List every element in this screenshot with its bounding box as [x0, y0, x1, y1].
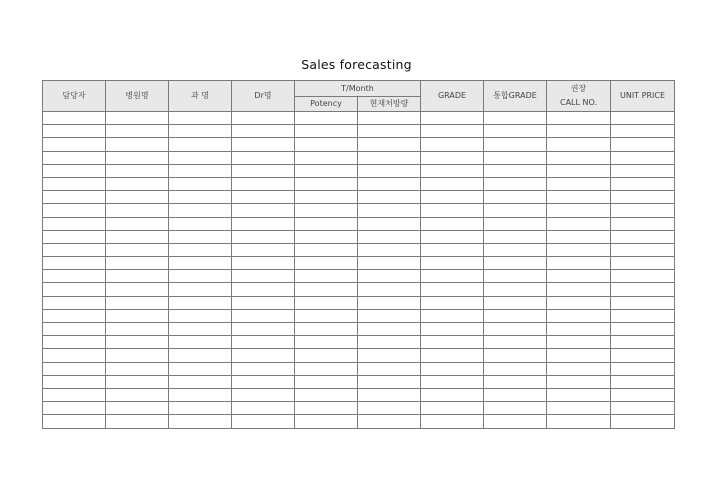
table-cell[interactable] [421, 362, 484, 375]
table-cell[interactable] [232, 230, 295, 243]
table-cell[interactable] [421, 191, 484, 204]
table-cell[interactable] [611, 283, 675, 296]
table-cell[interactable] [547, 375, 611, 388]
table-cell[interactable] [232, 191, 295, 204]
table-cell[interactable] [295, 257, 358, 270]
table-cell[interactable] [421, 112, 484, 125]
table-cell[interactable] [611, 388, 675, 401]
table-cell[interactable] [295, 243, 358, 256]
table-cell[interactable] [106, 283, 169, 296]
table-cell[interactable] [484, 296, 547, 309]
table-cell[interactable] [484, 323, 547, 336]
table-cell[interactable] [611, 164, 675, 177]
table-cell[interactable] [295, 375, 358, 388]
table-row [43, 349, 675, 362]
table-cell[interactable] [295, 204, 358, 217]
table-cell[interactable] [43, 270, 106, 283]
table-cell[interactable] [43, 151, 106, 164]
table-cell[interactable] [232, 217, 295, 230]
table-cell[interactable] [169, 402, 232, 415]
table-cell[interactable] [232, 151, 295, 164]
table-cell[interactable] [547, 151, 611, 164]
table-cell[interactable] [547, 388, 611, 401]
table-cell[interactable] [611, 230, 675, 243]
table-cell[interactable] [358, 402, 421, 415]
table-cell[interactable] [421, 151, 484, 164]
table-cell[interactable] [43, 323, 106, 336]
table-row [43, 230, 675, 243]
table-cell[interactable] [295, 309, 358, 322]
table-cell[interactable] [295, 323, 358, 336]
table-cell[interactable] [232, 112, 295, 125]
table-cell[interactable] [611, 270, 675, 283]
table-cell[interactable] [421, 243, 484, 256]
table-cell[interactable] [169, 336, 232, 349]
table-cell[interactable] [295, 191, 358, 204]
table-cell[interactable] [484, 415, 547, 428]
table-cell[interactable] [232, 415, 295, 428]
table-cell[interactable] [547, 125, 611, 138]
table-cell[interactable] [611, 112, 675, 125]
header-potency: Potency [295, 97, 358, 112]
table-cell[interactable] [295, 230, 358, 243]
table-row [43, 191, 675, 204]
table-cell[interactable] [611, 349, 675, 362]
table-row [43, 177, 675, 190]
table-cell[interactable] [358, 388, 421, 401]
table-cell[interactable] [232, 138, 295, 151]
table-cell[interactable] [358, 336, 421, 349]
table-cell[interactable] [484, 270, 547, 283]
table-cell[interactable] [43, 296, 106, 309]
table-cell[interactable] [611, 217, 675, 230]
table-cell[interactable] [358, 164, 421, 177]
table-cell[interactable] [611, 257, 675, 270]
table-row [43, 112, 675, 125]
table-cell[interactable] [295, 217, 358, 230]
table-cell[interactable] [358, 415, 421, 428]
table-cell[interactable] [358, 349, 421, 362]
table-cell[interactable] [547, 362, 611, 375]
table-cell[interactable] [484, 309, 547, 322]
table-cell[interactable] [43, 257, 106, 270]
table-cell[interactable] [358, 296, 421, 309]
table-cell[interactable] [421, 309, 484, 322]
table-cell[interactable] [169, 138, 232, 151]
table-cell[interactable] [43, 375, 106, 388]
table-cell[interactable] [232, 164, 295, 177]
table-cell[interactable] [611, 151, 675, 164]
table-cell[interactable] [484, 151, 547, 164]
table-cell[interactable] [232, 204, 295, 217]
header-recommended-line2: CALL NO. [559, 98, 597, 107]
table-cell[interactable] [295, 164, 358, 177]
table-cell[interactable] [358, 257, 421, 270]
table-cell[interactable] [106, 375, 169, 388]
table-cell[interactable] [421, 415, 484, 428]
table-cell[interactable] [547, 296, 611, 309]
table-cell[interactable] [358, 138, 421, 151]
table-cell[interactable] [547, 270, 611, 283]
table-cell[interactable] [43, 243, 106, 256]
table-cell[interactable] [169, 177, 232, 190]
table-cell[interactable] [484, 402, 547, 415]
table-cell[interactable] [169, 257, 232, 270]
table-cell[interactable] [421, 257, 484, 270]
table-cell[interactable] [484, 362, 547, 375]
table-row [43, 217, 675, 230]
header-recommended-call-no [547, 81, 611, 112]
table-cell[interactable] [421, 349, 484, 362]
table-cell[interactable] [358, 362, 421, 375]
table-cell[interactable] [484, 230, 547, 243]
table-cell[interactable] [295, 125, 358, 138]
table-row [43, 125, 675, 138]
table-cell[interactable] [232, 177, 295, 190]
table-cell[interactable] [106, 138, 169, 151]
table-cell[interactable] [484, 125, 547, 138]
table-cell[interactable] [547, 138, 611, 151]
table-cell[interactable] [547, 164, 611, 177]
page-title: Sales forecasting [301, 57, 412, 72]
header-unit-price: UNIT PRICE [611, 81, 675, 112]
table-cell[interactable] [169, 243, 232, 256]
table-cell[interactable] [484, 336, 547, 349]
table-cell[interactable] [358, 323, 421, 336]
table-cell[interactable] [169, 375, 232, 388]
table-row [43, 283, 675, 296]
table-cell[interactable] [106, 323, 169, 336]
table-cell[interactable] [611, 309, 675, 322]
table-row [43, 204, 675, 217]
table-row [43, 402, 675, 415]
table-cell[interactable] [547, 257, 611, 270]
table-row [43, 375, 675, 388]
table-cell[interactable] [611, 204, 675, 217]
table-cell[interactable] [43, 388, 106, 401]
table-cell[interactable] [611, 296, 675, 309]
table-cell[interactable] [421, 164, 484, 177]
table-cell[interactable] [169, 362, 232, 375]
table-cell[interactable] [547, 204, 611, 217]
table-cell[interactable] [169, 204, 232, 217]
table-cell[interactable] [106, 125, 169, 138]
table-cell[interactable] [43, 349, 106, 362]
table-cell[interactable] [295, 151, 358, 164]
table-cell[interactable] [43, 336, 106, 349]
table-cell[interactable] [106, 177, 169, 190]
table-cell[interactable] [421, 217, 484, 230]
table-cell[interactable] [106, 191, 169, 204]
table-cell[interactable] [547, 323, 611, 336]
table-cell[interactable] [232, 309, 295, 322]
table-cell[interactable] [106, 309, 169, 322]
table-cell[interactable] [421, 138, 484, 151]
table-cell[interactable] [232, 257, 295, 270]
table-row [43, 257, 675, 270]
table-cell[interactable] [547, 283, 611, 296]
table-cell[interactable] [106, 243, 169, 256]
table-cell[interactable] [43, 138, 106, 151]
header-department: 과 명 [169, 81, 232, 112]
table-row [43, 138, 675, 151]
table-cell[interactable] [421, 323, 484, 336]
table-cell[interactable] [295, 336, 358, 349]
table-cell[interactable] [358, 191, 421, 204]
table-cell[interactable] [358, 217, 421, 230]
table-cell[interactable] [43, 177, 106, 190]
table-cell[interactable] [547, 230, 611, 243]
table-header [43, 81, 675, 112]
table-cell[interactable] [106, 112, 169, 125]
table-row [43, 336, 675, 349]
header-current-rx: 현재처방량 [358, 97, 421, 112]
table-cell[interactable] [358, 230, 421, 243]
table-cell[interactable] [484, 375, 547, 388]
table-cell[interactable] [106, 388, 169, 401]
table-cell[interactable] [43, 112, 106, 125]
table-cell[interactable] [169, 112, 232, 125]
table-cell[interactable] [547, 112, 611, 125]
table-cell[interactable] [232, 296, 295, 309]
table-cell[interactable] [611, 138, 675, 151]
table-cell[interactable] [106, 336, 169, 349]
table-cell[interactable] [611, 243, 675, 256]
table-cell[interactable] [43, 402, 106, 415]
table-cell[interactable] [611, 375, 675, 388]
table-cell[interactable] [295, 283, 358, 296]
table-cell[interactable] [295, 296, 358, 309]
table-cell[interactable] [43, 309, 106, 322]
table-cell[interactable] [547, 309, 611, 322]
table-cell[interactable] [484, 177, 547, 190]
table-cell[interactable] [611, 177, 675, 190]
table-cell[interactable] [295, 270, 358, 283]
table-cell[interactable] [232, 362, 295, 375]
table-cell[interactable] [169, 164, 232, 177]
table-cell[interactable] [421, 402, 484, 415]
table-cell[interactable] [547, 217, 611, 230]
table-cell[interactable] [106, 270, 169, 283]
table-cell[interactable] [106, 402, 169, 415]
table-cell[interactable] [547, 336, 611, 349]
table-cell[interactable] [421, 177, 484, 190]
table-cell[interactable] [358, 151, 421, 164]
table-cell[interactable] [611, 125, 675, 138]
table-cell[interactable] [484, 191, 547, 204]
table-cell[interactable] [421, 270, 484, 283]
table-cell[interactable] [232, 270, 295, 283]
header-doctor: Dr명 [232, 81, 295, 112]
table-cell[interactable] [484, 164, 547, 177]
table-cell[interactable] [358, 375, 421, 388]
table-cell[interactable] [547, 191, 611, 204]
header-grade: GRADE [421, 81, 484, 112]
table-row [43, 309, 675, 322]
table-cell[interactable] [421, 204, 484, 217]
table-cell[interactable] [295, 415, 358, 428]
table-cell[interactable] [421, 336, 484, 349]
table-cell[interactable] [43, 125, 106, 138]
table-cell[interactable] [169, 296, 232, 309]
table-cell[interactable] [484, 217, 547, 230]
table-cell[interactable] [169, 415, 232, 428]
table-cell[interactable] [547, 349, 611, 362]
table-cell[interactable] [611, 323, 675, 336]
table-cell[interactable] [547, 415, 611, 428]
table-row [43, 362, 675, 375]
table-cell[interactable] [169, 125, 232, 138]
table-cell[interactable] [43, 204, 106, 217]
header-hospital: 병원명 [106, 81, 169, 112]
table-cell[interactable] [295, 402, 358, 415]
table-cell[interactable] [358, 177, 421, 190]
table-cell[interactable] [421, 388, 484, 401]
table-cell[interactable] [106, 296, 169, 309]
table-cell[interactable] [484, 349, 547, 362]
table-cell[interactable] [169, 151, 232, 164]
table-cell[interactable] [547, 243, 611, 256]
header-rep: 담당자 [43, 81, 106, 112]
table-cell[interactable] [232, 375, 295, 388]
table-cell[interactable] [106, 204, 169, 217]
table-cell[interactable] [169, 323, 232, 336]
table-cell[interactable] [232, 243, 295, 256]
header-t-month: T/Month [295, 81, 421, 97]
header-recommended-line1: 권장 [570, 84, 587, 93]
table-cell[interactable] [421, 375, 484, 388]
table-row [43, 415, 675, 428]
table-cell[interactable] [295, 349, 358, 362]
table-cell[interactable] [358, 309, 421, 322]
table-cell[interactable] [232, 283, 295, 296]
table-cell[interactable] [106, 349, 169, 362]
table-cell[interactable] [295, 177, 358, 190]
table-cell[interactable] [232, 323, 295, 336]
table-cell[interactable] [358, 243, 421, 256]
table-cell[interactable] [43, 415, 106, 428]
table-cell[interactable] [611, 336, 675, 349]
table-row [43, 270, 675, 283]
table-cell[interactable] [358, 112, 421, 125]
table-cell[interactable] [358, 270, 421, 283]
table-cell[interactable] [421, 283, 484, 296]
table-cell[interactable] [484, 138, 547, 151]
sales-forecast-table [42, 80, 675, 429]
table-cell[interactable] [484, 283, 547, 296]
table-cell[interactable] [547, 402, 611, 415]
table-cell[interactable] [43, 191, 106, 204]
table-cell[interactable] [232, 125, 295, 138]
table-row [43, 151, 675, 164]
table-cell[interactable] [169, 270, 232, 283]
table-cell[interactable] [484, 204, 547, 217]
table-cell[interactable] [106, 151, 169, 164]
table-cell[interactable] [169, 191, 232, 204]
table-cell[interactable] [232, 349, 295, 362]
table-cell[interactable] [43, 283, 106, 296]
table-cell[interactable] [611, 362, 675, 375]
table-cell[interactable] [232, 388, 295, 401]
table-cell[interactable] [106, 164, 169, 177]
table-cell[interactable] [358, 283, 421, 296]
table-cell[interactable] [169, 230, 232, 243]
table-cell[interactable] [106, 362, 169, 375]
table-cell[interactable] [484, 243, 547, 256]
table-cell[interactable] [421, 296, 484, 309]
table-cell[interactable] [547, 177, 611, 190]
table-cell[interactable] [611, 415, 675, 428]
table-row [43, 164, 675, 177]
table-cell[interactable] [169, 349, 232, 362]
table-cell[interactable] [611, 191, 675, 204]
table-cell[interactable] [484, 388, 547, 401]
table-row [43, 323, 675, 336]
table-cell[interactable] [421, 230, 484, 243]
table-cell[interactable] [106, 257, 169, 270]
table-cell[interactable] [295, 362, 358, 375]
table-cell[interactable] [106, 230, 169, 243]
table-cell[interactable] [169, 217, 232, 230]
table-cell[interactable] [484, 257, 547, 270]
table-cell[interactable] [169, 309, 232, 322]
table-cell[interactable] [484, 112, 547, 125]
table-row [43, 388, 675, 401]
table-cell[interactable] [358, 125, 421, 138]
table-cell[interactable] [232, 402, 295, 415]
table-cell[interactable] [43, 362, 106, 375]
table-row [43, 243, 675, 256]
table-cell[interactable] [106, 415, 169, 428]
table-cell[interactable] [295, 112, 358, 125]
table-cell[interactable] [232, 336, 295, 349]
table-row [43, 296, 675, 309]
table-cell[interactable] [295, 138, 358, 151]
table-cell[interactable] [43, 230, 106, 243]
table-cell[interactable] [169, 388, 232, 401]
table-cell[interactable] [43, 217, 106, 230]
table-cell[interactable] [295, 388, 358, 401]
table-cell[interactable] [358, 204, 421, 217]
table-cell[interactable] [611, 402, 675, 415]
table-cell[interactable] [169, 283, 232, 296]
table-cell[interactable] [43, 164, 106, 177]
table-cell[interactable] [106, 217, 169, 230]
header-combined-grade: 통합GRADE [484, 81, 547, 112]
table-body [43, 112, 675, 429]
table-cell[interactable] [421, 125, 484, 138]
